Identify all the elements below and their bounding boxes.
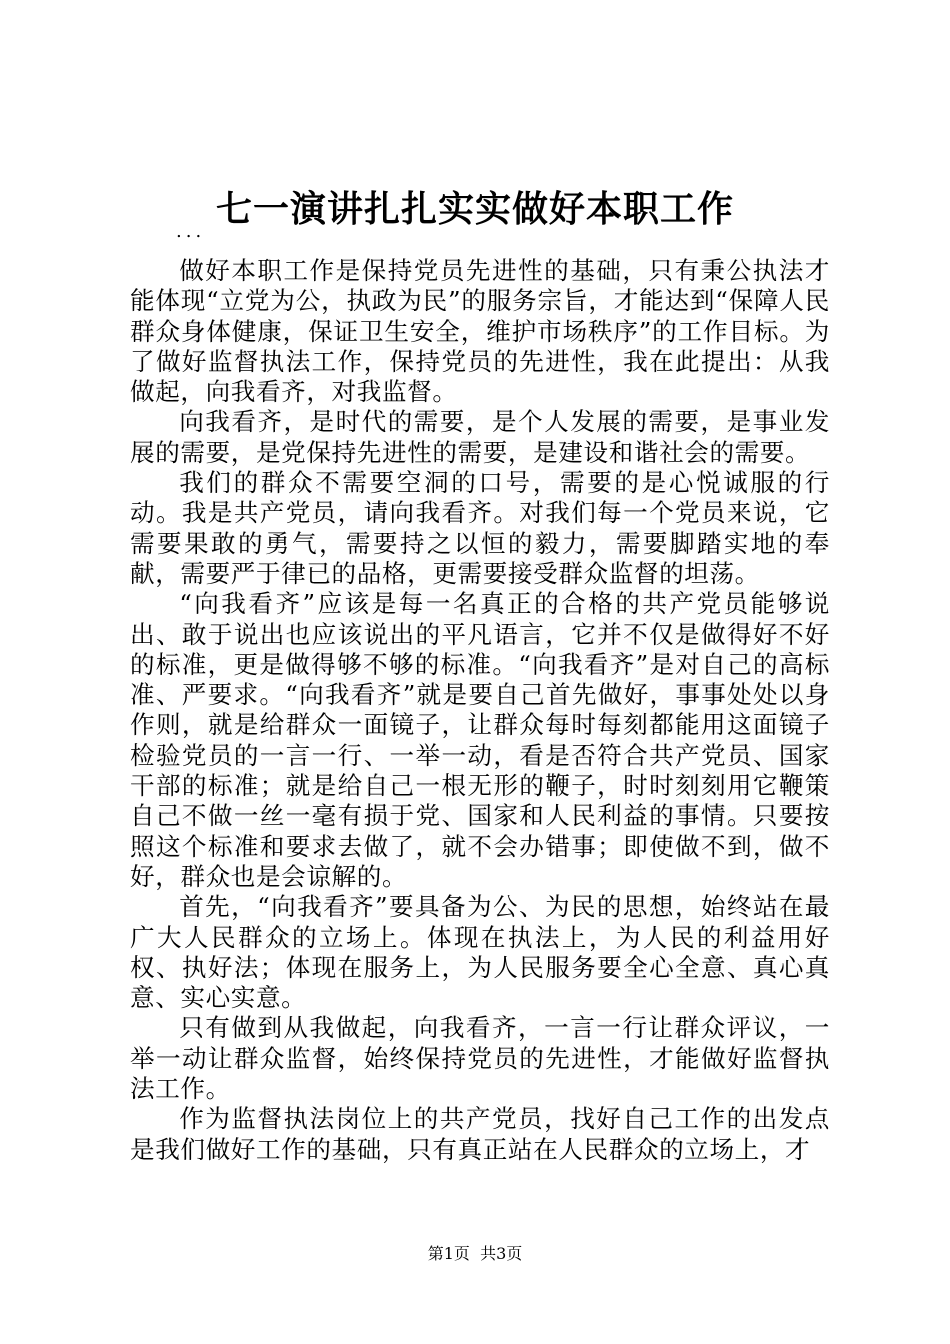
paragraph-3: 我们的群众不需要空洞的口号，需要的是心悦诚服的行动。我是共产党员，请向我看齐。对我们每一个党员来说，它需要果敢的勇气，需要持之以恒的毅力，需要脚踏实地的奉献，需要严于律已的品格，更需要接受群众监督的坦荡。 [130,468,830,588]
paragraph-6: 只有做到从我做起，向我看齐，一言一行让群众评议，一举一动让群众监督，始终保持党员的先进性，才能做好监督执法工作。 [130,1013,830,1104]
ellipsis-marker: ... [176,221,206,242]
paragraph-1: 做好本职工作是保持党员先进性的基础，只有秉公执法才能体现“立党为公，执政为民”的服务宗旨，才能达到“保障人民群众身体健康，保证卫生安全，维护市场秩序”的工作目标。为了做好监督执法工作，保持党员的先进性，我在此提出：从我做起，向我看齐，对我监督。 [130,256,830,407]
page-number-label: 第1页 共3页 [427,1244,523,1263]
paragraph-7: 作为监督执法岗位上的共产党员，找好自己工作的出发点是我们做好工作的基础，只有真正站在人民群众的立场上，才 [130,1104,830,1164]
document-body [130,256,830,1165]
paragraph-5: 首先，“向我看齐”要具备为公、为民的思想，始终站在最广大人民群众的立场上。体现在执法上，为人民的利益用好权、执好法；体现在服务上，为人民服务要全心全意、真心真意、实心实意。 [130,892,830,1013]
document-title: 七一演讲扎扎实实做好本职工作 [215,188,734,230]
paragraph-4: “向我看齐”应该是每一名真正的合格的共产党员能够说出、敢于说出也应该说出的平凡语言，它并不仅是做得好不好的标准，更是做得够不够的标准。“向我看齐”是对自己的高标准、严要求。“向我看齐”就是要自己首先做好，事事处处以身作则，就是给群众一面镜子，让群众每时每刻都能用这面镜子检验党员的一言一行、一举一动，看是否符合共产党员、国家干部的标准；就是给自己一根无形的鞭子，时时刻刻用它鞭策自己不做一丝一毫有损于党、国家和人民利益的事情。只要按照这个标准和要求去做了，就不会办错事；即使做不到，做不好，群众也是会谅解的。 [130,589,830,891]
paragraph-2: 向我看齐，是时代的需要，是个人发展的需要，是事业发展的需要，是党保持先进性的需要，是建设和谐社会的需要。 [130,407,830,467]
page-footer [0,1243,950,1265]
